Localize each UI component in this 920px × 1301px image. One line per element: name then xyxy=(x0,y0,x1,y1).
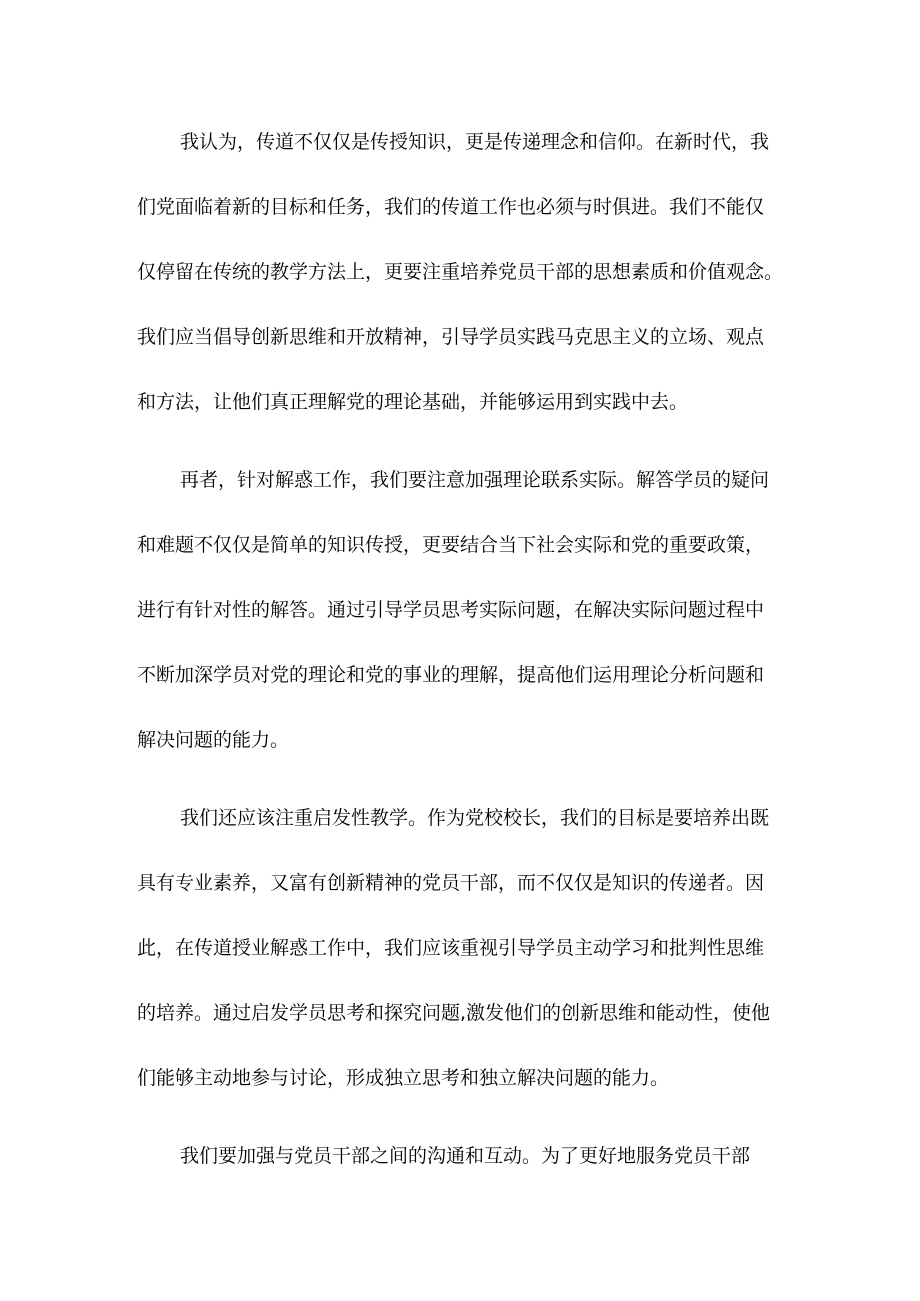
paragraph-3-line-5: 们能够主动地参与讨论，形成独立思考和独立解决问题的能力。 xyxy=(137,1067,670,1089)
paragraph-2-line-4: 不断加深学员对党的理论和党的事业的理解，提高他们运用理论分析问题和 xyxy=(137,664,765,686)
paragraph-3-line-2: 具有专业素养，又富有创新精神的党员干部，而不仅仅是知识的传递者。因 xyxy=(137,872,765,894)
paragraph-1-line-3: 仅停留在传统的教学方法上，更要注重培养党员干部的思想素质和价值观念。 xyxy=(137,261,784,283)
paragraph-2-line-1: 再者，针对解惑工作，我们要注意加强理论联系实际。解答学员的疑问 xyxy=(180,469,770,491)
paragraph-3-line-3: 此，在传道授业解惑工作中，我们应该重视引导学员主动学习和批判性思维 xyxy=(137,937,765,959)
paragraph-3-line-1: 我们还应该注重启发性教学。作为党校校长，我们的目标是要培养出既 xyxy=(180,807,770,829)
paragraph-4-line-1: 我们要加强与党员干部之间的沟通和互动。为了更好地服务党员干部 xyxy=(180,1145,751,1167)
paragraph-1-line-5: 和方法，让他们真正理解党的理论基础，并能够运用到实践中去。 xyxy=(137,391,689,413)
paragraph-1-line-4: 我们应当倡导创新思维和开放精神，引导学员实践马克思主义的立场、观点 xyxy=(137,326,765,348)
paragraph-2-line-2: 和难题不仅仅是简单的知识传授，更要结合当下社会实际和党的重要政策， xyxy=(137,534,765,556)
paragraph-2-line-3: 进行有针对性的解答。通过引导学员思考实际问题，在解决实际问题过程中 xyxy=(137,599,765,621)
paragraph-2-line-5: 解决问题的能力。 xyxy=(137,729,290,751)
paragraph-1-line-2: 们党面临着新的目标和任务，我们的传道工作也必须与时俱进。我们不能仅 xyxy=(137,196,765,218)
paragraph-3-line-4: 的培养。通过启发学员思考和探究问题,激发他们的创新思维和能动性，使他 xyxy=(137,1002,771,1024)
paragraph-1-line-1: 我认为，传道不仅仅是传授知识，更是传递理念和信仰。在新时代，我 xyxy=(180,131,770,153)
